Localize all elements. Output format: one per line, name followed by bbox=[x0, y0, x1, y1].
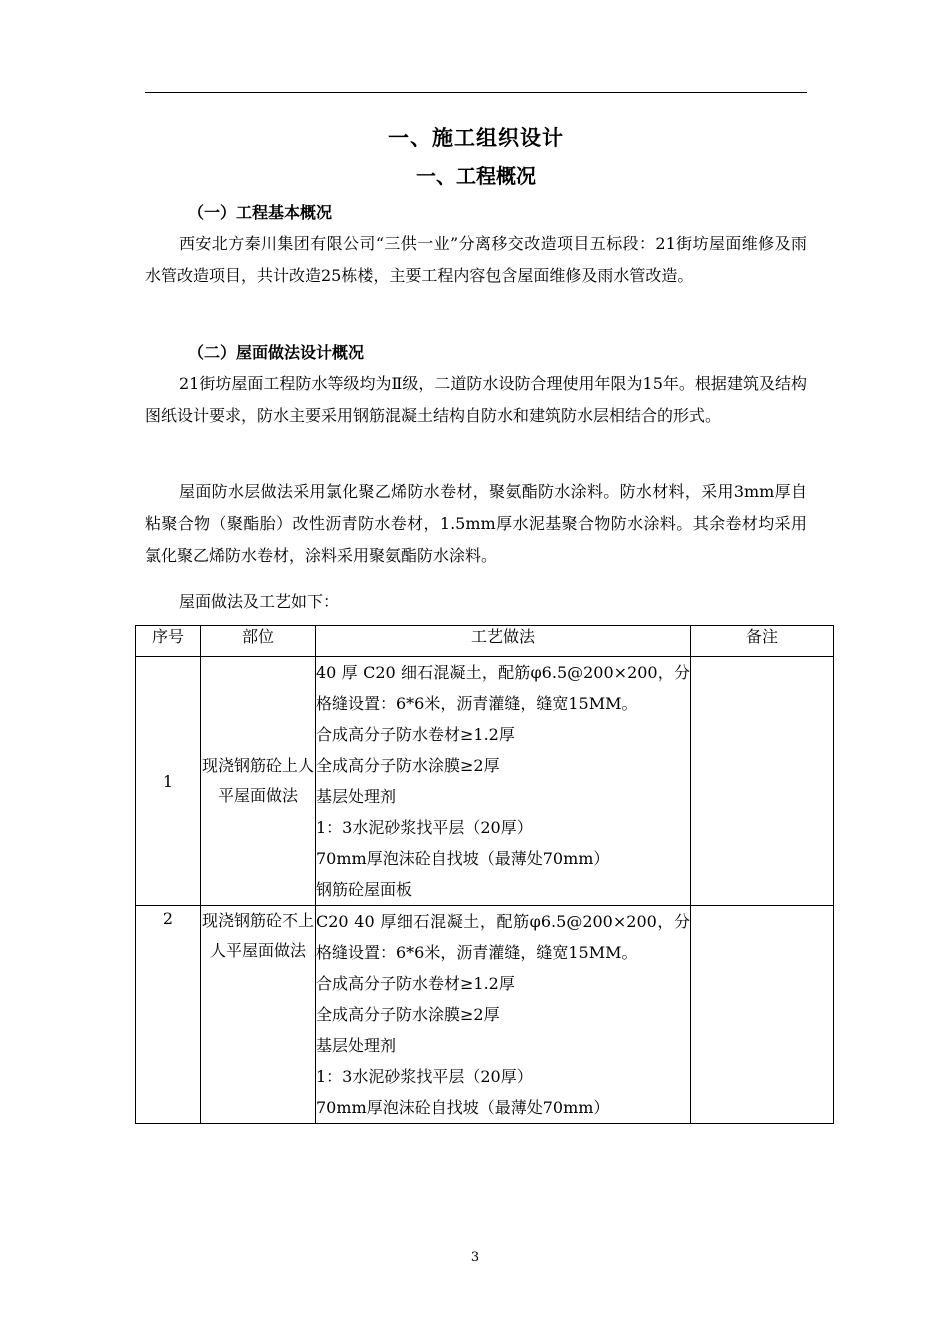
process-step: 40 厚 C20 细石混凝土，配筋φ6.5@200×200，分格缝设置：6*6米，沥青灌缝，缝宽15MM。 bbox=[316, 663, 690, 713]
header-note: 备注 bbox=[691, 626, 834, 657]
section-heading-basic: （一）工程基本概况 bbox=[188, 203, 333, 222]
sub-title: 一、工程概况 bbox=[416, 164, 536, 188]
paragraph-roof-materials: 屋面防水层做法采用氯化聚乙烯防水卷材，聚氨酯防水涂料。防水材料，采用3mm厚自粘聚合物（聚酯胎）改性沥青防水卷材，1.5mm厚水泥基聚合物防水涂料。其余卷材均采用氯化聚乙烯防水卷材，涂料采用聚氨酯防水涂料。 bbox=[145, 482, 807, 565]
process-step: 70mm厚泡沫砼自找坡（最薄处70mm） bbox=[316, 1098, 610, 1117]
header-part: 部位 bbox=[201, 626, 316, 657]
row-note bbox=[691, 906, 834, 1124]
main-title: 一、施工组织设计 bbox=[388, 126, 564, 150]
process-step: 合成高分子防水卷材≥1.2厚 bbox=[316, 725, 515, 744]
process-step: 钢筋砼屋面板 bbox=[316, 880, 413, 899]
table-intro: 屋面做法及工艺如下： bbox=[179, 592, 340, 611]
process-step: 合成高分子防水卷材≥1.2厚 bbox=[316, 974, 515, 993]
roof-practice-table bbox=[135, 625, 834, 1124]
row-no: 2 bbox=[136, 906, 201, 1124]
process-step: 全成高分子防水涂膜≥2厚 bbox=[316, 1005, 500, 1024]
table-row bbox=[136, 906, 834, 1124]
header-no: 序号 bbox=[136, 626, 201, 657]
row-process bbox=[316, 657, 691, 906]
header-process: 工艺做法 bbox=[316, 626, 691, 657]
header-rule bbox=[145, 92, 807, 93]
process-step: 1：3水泥砂浆找平层（20厚） bbox=[316, 818, 533, 837]
table-header-row bbox=[136, 626, 834, 657]
row-note bbox=[691, 657, 834, 906]
row-process bbox=[316, 906, 691, 1124]
process-step: 基层处理剂 bbox=[316, 787, 397, 806]
table-row bbox=[136, 657, 834, 906]
process-step: 全成高分子防水涂膜≥2厚 bbox=[316, 756, 500, 775]
process-step: 基层处理剂 bbox=[316, 1036, 397, 1055]
row-part: 现浇钢筋砼不上人平屋面做法 bbox=[201, 906, 316, 1124]
paragraph-basic-overview: 西安北方秦川集团有限公司“三供一业”分离移交改造项目五标段：21街坊屋面维修及雨水管改造项目，共计改造25栋楼，主要工程内容包含屋面维修及雨水管改造。 bbox=[145, 234, 807, 285]
page-number: 3 bbox=[470, 1250, 480, 1265]
row-part: 现浇钢筋砼上人平屋面做法 bbox=[201, 657, 316, 906]
paragraph-roof-grade: 21街坊屋面工程防水等级均为Ⅱ级，二道防水设防合理使用年限为15年。根据建筑及结构图纸设计要求，防水主要采用钢筋混凝土结构自防水和建筑防水层相结合的形式。 bbox=[145, 374, 807, 425]
process-step: 1：3水泥砂浆找平层（20厚） bbox=[316, 1067, 533, 1086]
process-step: 70mm厚泡沫砼自找坡（最薄处70mm） bbox=[316, 849, 610, 868]
section-heading-roof: （二）屋面做法设计概况 bbox=[188, 343, 365, 362]
row-no: 1 bbox=[136, 657, 201, 906]
process-step: C20 40 厚细石混凝土，配筋φ6.5@200×200，分格缝设置：6*6米，沥青灌缝，缝宽15MM。 bbox=[316, 912, 690, 962]
